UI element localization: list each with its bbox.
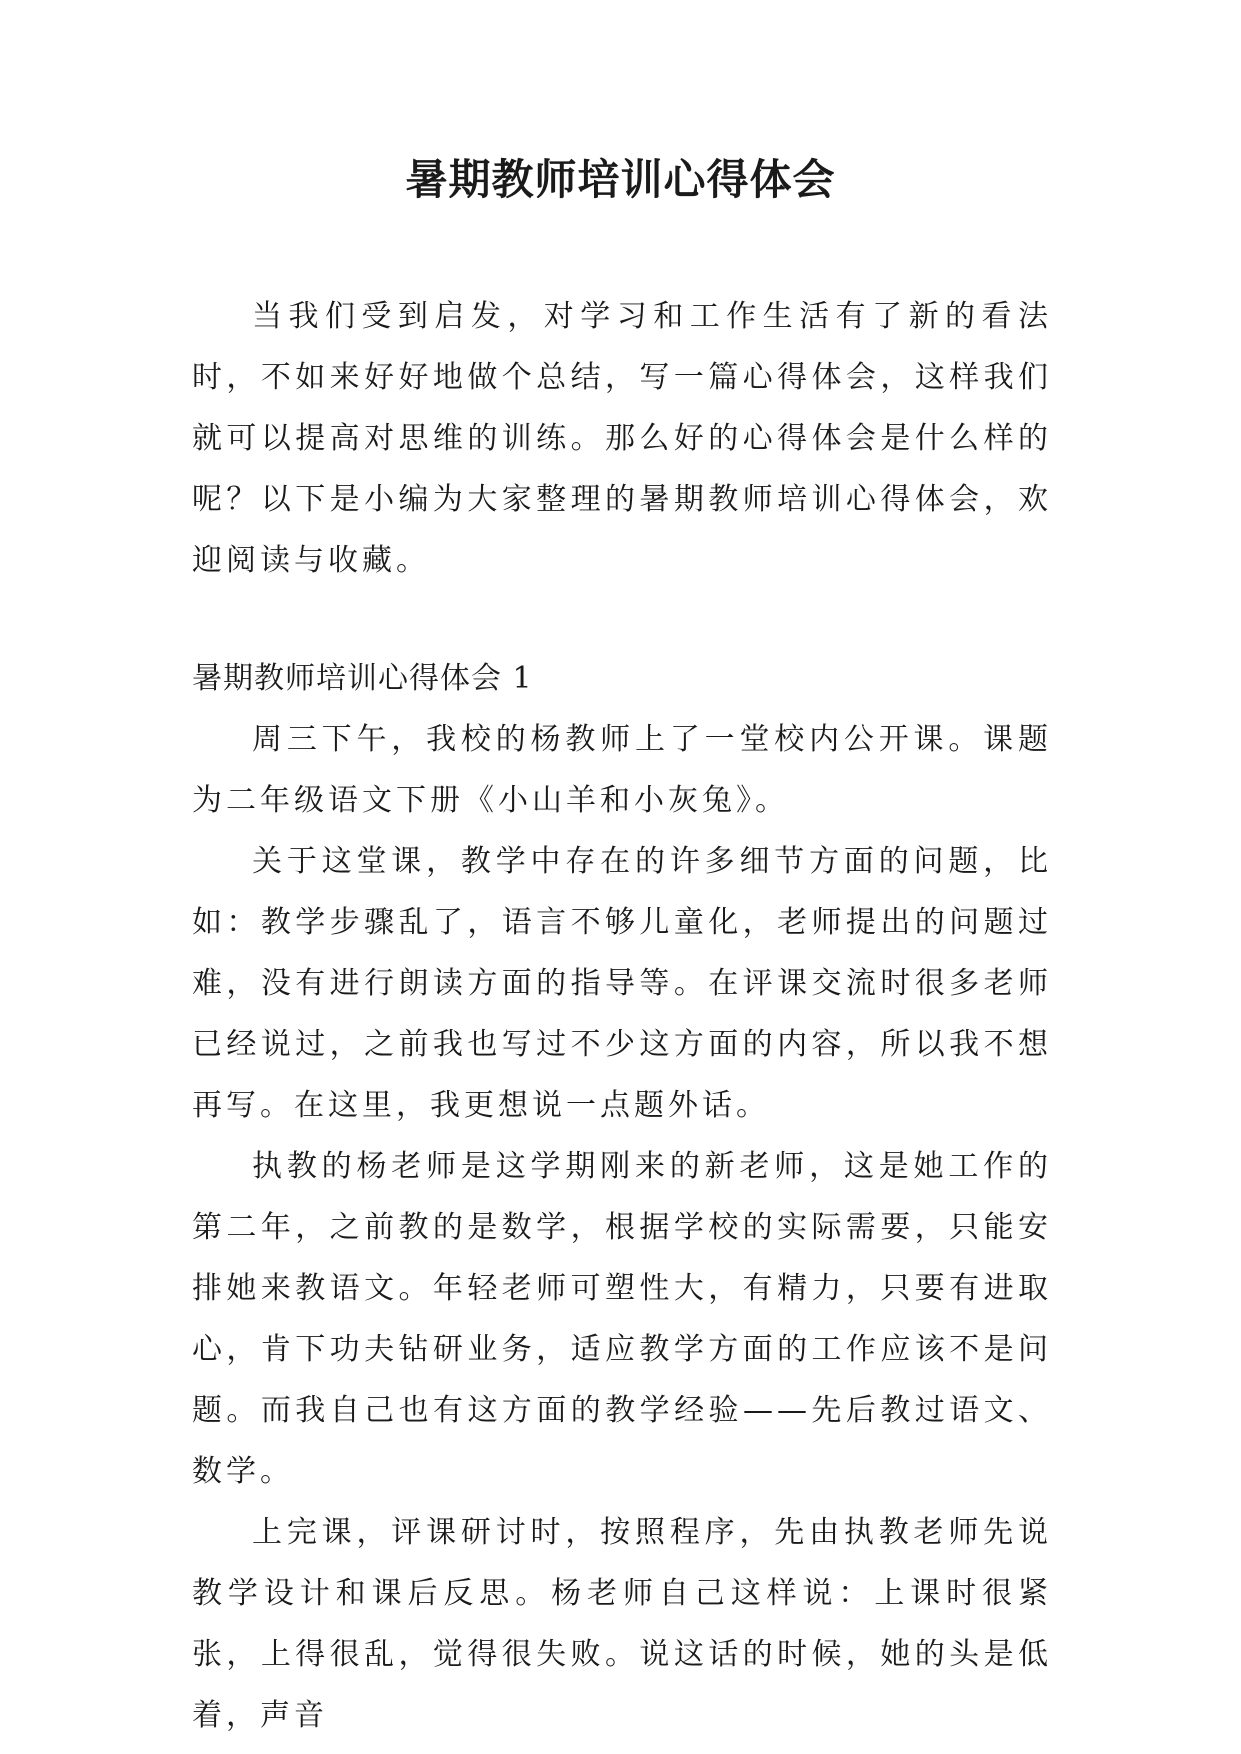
section-gap bbox=[192, 591, 1052, 648]
body-paragraph-3: 执教的杨老师是这学期刚来的新老师，这是她工作的第二年，之前教的是数学，根据学校的实际需要，只能安排她来教语文。年轻老师可塑性大，有精力，只要有进取心，肯下功夫钻研业务，适应教学方面的工作应该不是问题。而我自己也有这方面的教学经验——先后教过语文、数学。 bbox=[192, 1149, 1052, 1489]
document-title: 暑期教师培训心得体会 bbox=[405, 155, 836, 204]
intro-paragraph: 当我们受到启发，对学习和工作生活有了新的看法时，不如来好好地做个总结，写一篇心得体会，这样我们就可以提高对思维的训练。那么好的心得体会是什么样的呢？以下是小编为大家整理的暑期教师培训心得体会，欢迎阅读与收藏。 bbox=[192, 299, 1052, 578]
body-paragraph-1: 周三下午，我校的杨教师上了一堂校内公开课。课题为二年级语文下册《小山羊和小灰兔》。 bbox=[192, 722, 1052, 818]
section-heading: 暑期教师培训心得体会 1 bbox=[192, 661, 533, 696]
body-paragraph-2: 关于这堂课，教学中存在的许多细节方面的问题，比如：教学步骤乱了，语言不够儿童化，老师提出的问题过难，没有进行朗读方面的指导等。在评课交流时很多老师已经说过，之前我也写过不少这方面的内容，所以我不想再写。在这里，我更想说一点题外话。 bbox=[192, 844, 1052, 1123]
body-paragraph-4: 上完课，评课研讨时，按照程序，先由执教老师先说教学设计和课后反思。杨老师自己这样说：上课时很紧张，上得很乱，觉得很失败。说这话的时候，她的头是低着，声音 bbox=[192, 1515, 1052, 1733]
document-body bbox=[192, 286, 1052, 1746]
